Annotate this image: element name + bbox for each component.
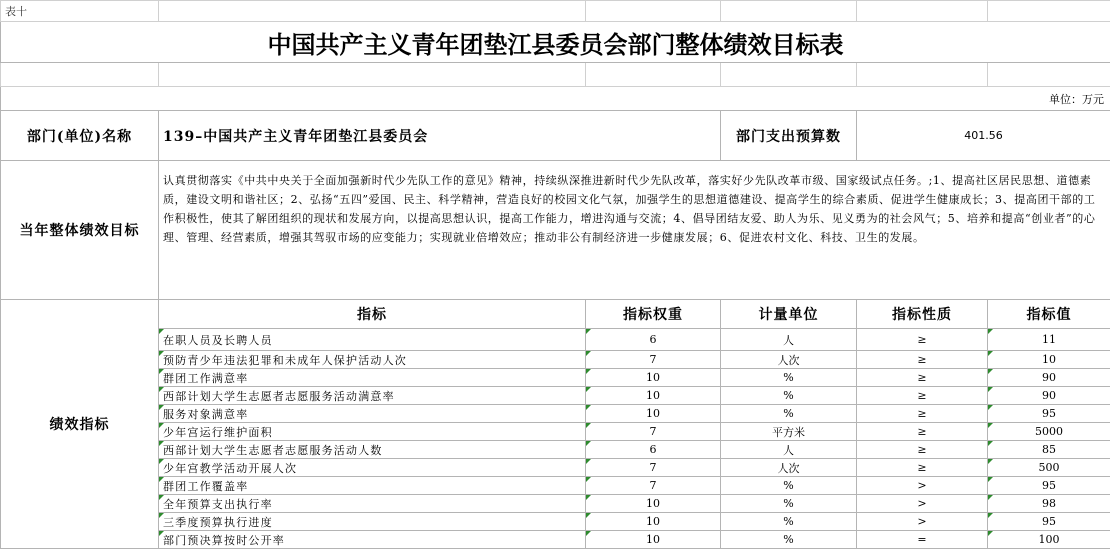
table-row xyxy=(1,329,1110,351)
indicator-weight: 10 xyxy=(586,513,721,531)
unit-label: 单位：万元 xyxy=(1,87,1110,111)
indicator-nature: ≥ xyxy=(857,329,988,351)
indicator-name: 预防青少年违法犯罪和未成年人保护活动人次 xyxy=(159,351,586,369)
header-unit: 计量单位 xyxy=(721,300,857,329)
indicator-weight: 7 xyxy=(586,477,721,495)
indicator-weight: 6 xyxy=(586,329,721,351)
indicator-unit: 人次 xyxy=(721,459,857,477)
perf-label: 绩效指标 xyxy=(1,300,159,549)
indicator-unit: % xyxy=(721,387,857,405)
indicator-unit: % xyxy=(721,477,857,495)
dept-label: 部门(单位)名称 xyxy=(1,111,159,161)
indicator-weight: 10 xyxy=(586,405,721,423)
goal-label: 当年整体绩效目标 xyxy=(1,161,159,300)
indicator-nature: ≥ xyxy=(857,405,988,423)
table-row xyxy=(1,369,1110,387)
indicator-weight: 7 xyxy=(586,459,721,477)
indicator-nature: > xyxy=(857,513,988,531)
indicator-unit: % xyxy=(721,369,857,387)
indicator-name: 三季度预算执行进度 xyxy=(159,513,586,531)
indicator-unit: % xyxy=(721,405,857,423)
indicator-unit: % xyxy=(721,531,857,549)
indicator-weight: 6 xyxy=(586,441,721,459)
table-row xyxy=(1,441,1110,459)
indicator-name: 群团工作满意率 xyxy=(159,369,586,387)
indicator-nature: ≥ xyxy=(857,387,988,405)
table-row xyxy=(1,495,1110,513)
header-nature: 指标性质 xyxy=(857,300,988,329)
indicator-name: 部门预决算按时公开率 xyxy=(159,531,586,549)
indicator-value: 95 xyxy=(988,513,1110,531)
indicator-value: 98 xyxy=(988,495,1110,513)
indicator-name: 少年宫教学活动开展人次 xyxy=(159,459,586,477)
indicator-weight: 10 xyxy=(586,387,721,405)
indicator-name: 在职人员及长聘人员 xyxy=(159,329,586,351)
indicator-value: 90 xyxy=(988,369,1110,387)
indicator-value: 500 xyxy=(988,459,1110,477)
indicator-name: 群团工作覆盖率 xyxy=(159,477,586,495)
indicator-value: 85 xyxy=(988,441,1110,459)
indicator-weight: 10 xyxy=(586,369,721,387)
indicator-name: 西部计划大学生志愿者志愿服务活动满意率 xyxy=(159,387,586,405)
indicator-weight: 10 xyxy=(586,495,721,513)
table-caption: 表十 xyxy=(1,1,159,22)
indicator-weight: 7 xyxy=(586,351,721,369)
indicator-nature: > xyxy=(857,477,988,495)
indicator-nature: ≥ xyxy=(857,351,988,369)
table-row xyxy=(1,531,1110,549)
table-row xyxy=(1,477,1110,495)
indicator-unit: 平方米 xyxy=(721,423,857,441)
indicator-unit: 人 xyxy=(721,329,857,351)
indicator-weight: 7 xyxy=(586,423,721,441)
indicator-unit: 人次 xyxy=(721,351,857,369)
header-value: 指标值 xyxy=(988,300,1110,329)
indicator-nature: = xyxy=(857,531,988,549)
table-row xyxy=(1,405,1110,423)
indicator-value: 11 xyxy=(988,329,1110,351)
indicator-nature: ≥ xyxy=(857,423,988,441)
indicator-name: 西部计划大学生志愿者志愿服务活动人数 xyxy=(159,441,586,459)
indicator-nature: ≥ xyxy=(857,441,988,459)
indicator-unit: % xyxy=(721,495,857,513)
indicator-value: 100 xyxy=(988,531,1110,549)
indicator-name: 服务对象满意率 xyxy=(159,405,586,423)
table-row xyxy=(1,459,1110,477)
indicator-nature: ≥ xyxy=(857,369,988,387)
header-weight: 指标权重 xyxy=(586,300,721,329)
indicator-unit: % xyxy=(721,513,857,531)
indicator-value: 95 xyxy=(988,405,1110,423)
table-row xyxy=(1,513,1110,531)
indicator-weight: 10 xyxy=(586,531,721,549)
indicator-value: 90 xyxy=(988,387,1110,405)
goal-text: 认真贯彻落实《中共中央关于全面加强新时代少先队工作的意见》精神，持续纵深推进新时代少先队改革，落实好少先队改革市级、国家级试点任务。;1、提高社区居民思想、道德素质，建设文明和谐社区；2、弘扬“五四”爱国、民主、科学精神，营造良好的校园文化气氛，加强学生的思想道德建设、提高学生的综合素质、促进学生健康成长；3、提高团干部的工作积极性，使其了解团组织的现状和发展方向，以提高思想认识，提高工作能力，增进沟通与交流；4、倡导团结友爱、助人为乐、见义勇为的社会风气；5、培养和提高“创业者”的心理、管理、经营素质，增强其驾驭市场的应变能力；实现就业倍增效应；推动非公有制经济进一步健康发展；6、促进农村文化、科技、卫生的发展。 xyxy=(159,161,1110,300)
table-row xyxy=(1,387,1110,405)
indicator-name: 少年宫运行维护面积 xyxy=(159,423,586,441)
indicator-value: 10 xyxy=(988,351,1110,369)
indicator-nature: > xyxy=(857,495,988,513)
indicator-value: 5000 xyxy=(988,423,1110,441)
table-row xyxy=(1,423,1110,441)
dept-name: 139–中国共产主义青年团垫江县委员会 xyxy=(159,111,721,161)
indicator-unit: 人 xyxy=(721,441,857,459)
budget-value: 401.56 xyxy=(857,111,1110,161)
header-indicator: 指标 xyxy=(159,300,586,329)
indicator-nature: ≥ xyxy=(857,459,988,477)
page-title: 中国共产主义青年团垫江县委员会部门整体绩效目标表 xyxy=(1,22,1110,63)
table-row xyxy=(1,351,1110,369)
indicator-value: 95 xyxy=(988,477,1110,495)
indicator-name: 全年预算支出执行率 xyxy=(159,495,586,513)
budget-label: 部门支出预算数 xyxy=(721,111,857,161)
